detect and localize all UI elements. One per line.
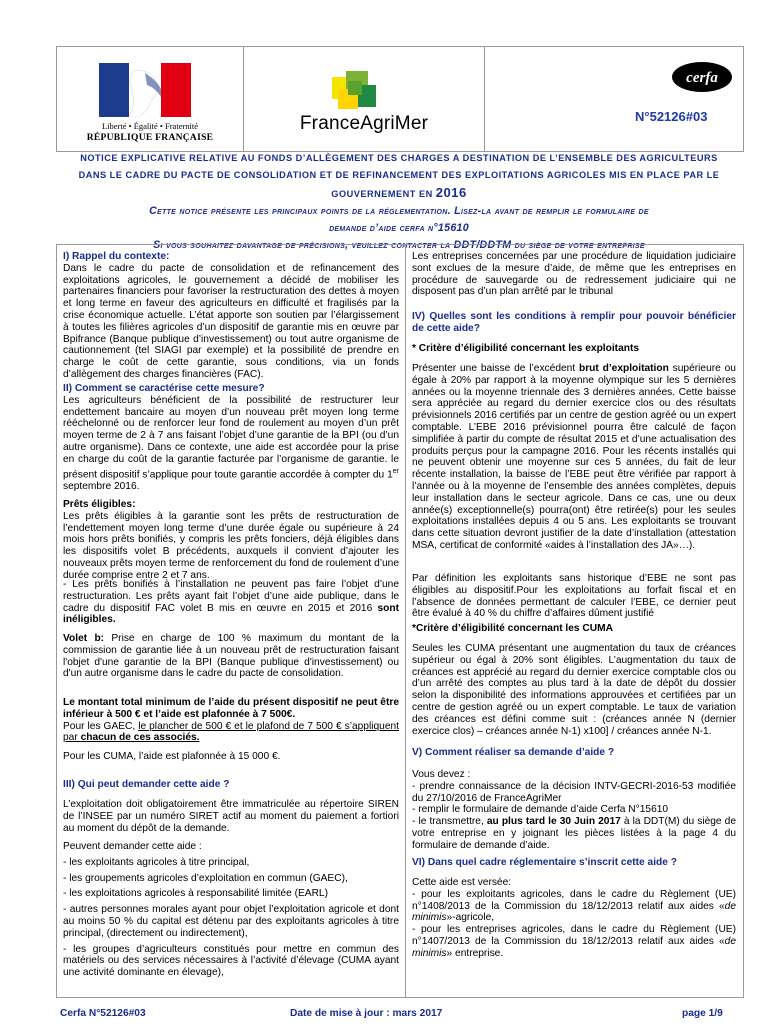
marianne-profile-icon	[99, 63, 191, 117]
section-2-heading: II) Comment se caractérise cette mesure?	[63, 383, 265, 394]
list-item: - les exploitants agricoles à titre principal,	[63, 856, 250, 868]
notice-body	[56, 244, 744, 998]
title-line-4: Cette notice présente les principaux points de la réglementation. Lisez-la avant de remplir le formulaire de	[149, 205, 649, 217]
franceagrimer-logo-cell	[244, 47, 485, 151]
title-line-5: demande d’aide cerfa n°15610	[329, 222, 469, 234]
header-table	[56, 46, 744, 152]
criterion-exploitants-heading: * Critère d’éligibilité concernant les exploitants	[412, 343, 640, 354]
aid-amount	[63, 697, 399, 744]
section-1-heading: I) Rappel du contexte:	[63, 251, 170, 262]
list-item: - autres personnes morales ayant pour objet l’exploitation agricole et dont au moins 50 % du capital est détenu par des exploitants agricoles à titre principal, (directement ou indirectement),	[63, 904, 399, 939]
section-2-body: Les agriculteurs bénéficient de la possibilité de restructurer leur endettement bancaire au moyen d’un nouveau prêt moyen long terme rééchelonné ou de renforcer leur fond de roulement au moyen d’un prêt moyen terme de 2 à 7 ans faisant l’objet d’une garantie de la BPI (ou d’un autre organisme). Dans ce contexte, une aide est accordée pour la prise en charge du coût de la garantie facturée par l’organisme de garantie. le présent dispositif s’applique pour toute garantie accordée à compter du 1er septembre 2016.	[63, 394, 399, 492]
section-5-heading: V) Comment réaliser sa demande d’aide ?	[412, 747, 615, 758]
section-1	[63, 251, 399, 381]
left-column	[57, 245, 406, 997]
notice-title	[56, 150, 742, 254]
cerfa-number: N°52126#03	[635, 109, 708, 124]
cerfa-logo	[671, 61, 733, 93]
criterion-exploitants-body: Présenter une baisse de l’excédent brut d’exploitation supérieure ou égale à 20% par rapport à la moyenne olympique sur les 5 dernières années ou la moyenne triennale des 3 dernières années. Cette baisse sera appréciée au regard du dernier exercice clos ou des résultats prévisionnels 2016 certifiés par un centre de gestion agréé ou un expert comptable. L’EBE 2016 prévisionnel pourra être calculé de façon simplifiée à partir du compte de résultat 2015 et d’une actualisation des produits perçus pour la campagne 2016. Pour les récents installés qui ne peuvent obtenir une moyenne sur ces 5 années, du fait de leur récente installation, la baisse de l’EBE peut être vérifiée par rapport à l’année ou à la moyenne de l’ensemble des années complètes, depuis leur installation dans le secteur agricole. Dans ce cas, une ou deux année(s) exceptionnelle(s) pourra(ont) être retirée(s) pour les seules exploitations installées depuis 4 ou 5 ans. Les exploitants se trouvant dans cette situation devront justifier de la date d’installation (attestation MSA, certificat de conformité «aides à l’installation des JA»…).	[412, 363, 736, 551]
marianne-logo	[99, 63, 191, 117]
eligible-loans-heading: Prêts éligibles:	[63, 499, 136, 510]
exclusion-text: Les entreprises concernées par une procédure de liquidation judiciaire sont exclues de la mesure d’aide, de même que les entreprises en procédure de sauvegarde ou de redressement judiciaire qui ne disposent pas d’un plan arrêté par le tribunal	[412, 251, 736, 298]
eligible-list	[63, 841, 399, 979]
aid-amount-bold: Le montant total minimum de l’aide du présent dispositif ne peut être inférieur à 500 € et l’aide est plafonnée à 7 500€.	[63, 697, 399, 720]
section-2	[63, 383, 399, 493]
criterion-definition: Par définition les exploitants sans historique d’EBE ne sont pas éligibles au dispositif.Pour les exploitations au forfait fiscal et en l’absence de données permettant de calculer l’EBE, ce dernier peut être évalué à 40 % du chiffre d’affaires dûment justifié	[412, 573, 736, 620]
section-4-heading: IV) Quelles sont les conditions à remplir pour pouvoir bénéficier de cette aide?	[412, 311, 736, 334]
title-line-1: NOTICE EXPLICATIVE RELATIVE AU FONDS D’ALLÈGEMENT DES CHARGES A DESTINATION DE L’ENSEMBLE DES AGRICULTEURS	[80, 153, 718, 163]
list-item: - les exploitations agricoles à responsabilité limitée (EARL)	[63, 888, 328, 900]
section-6-heading: VI) Dans quel cadre réglementaire s’inscrit cette aide ?	[412, 857, 677, 868]
title-line-6: Si vous souhaitez davantage de précisions, veuillez contacter la DDT/DDTM du siège de votre entreprise	[153, 239, 645, 251]
cerfa-logo-text: cerfa	[686, 70, 718, 86]
franceagrimer-logo-icon	[332, 71, 378, 111]
footer-update-date: Date de mise à jour : mars 2017	[290, 1008, 443, 1019]
section-3-heading: III) Qui peut demander cette aide ?	[63, 779, 230, 790]
section-1-body: Dans le cadre du pacte de consolidation et de refinancement des exploitations agricoles, le gouvernement a décidé de mobiliser les partenaires financiers pour favoriser la restructuration des dettes à moyen et long terme en faveur des agriculteurs en difficulté et fragilisés par la crise économique actuelle. L’état apporte son soutien par l’élargissement à toutes les filières agricoles d’un dispositif de garantie mis en œuvre par Bpifrance (Banque publique d’investissement) ou tout autre organisme de cautionnement (tel SIAGI par exemple) et la possibilité de prendre en charge le coût de cette garantie, sous conditions, via un fonds d’allègement des charges financières (FAC).	[63, 262, 399, 380]
subsidized-loans: - Les prêts bonifiés à l’installation ne peuvent pas faire l’objet d’une restructuration. Les prêts ayant fait l’objet d’une aide publique, dans le cadre du dispositif FAC volet B mis en œuvre en 2015 et 2016 sont inéligibles.	[63, 579, 399, 626]
republique-logo-cell	[57, 47, 244, 151]
cuma-rule: Pour les CUMA, l’aide est plafonnée à 15 000 €.	[63, 751, 281, 762]
eligible-list-intro: Peuvent demander cette aide :	[63, 841, 202, 852]
list-item: - les groupes d’agriculteurs constitués pour mettre en commun des matériels ou des services nécessaires à l’activité d’élevage (CUMA ayant une activité dominante en élevage),	[63, 943, 399, 979]
footer-cerfa-number: Cerfa N°52126#03	[60, 1008, 146, 1019]
agency-name: FranceAgriMer	[299, 113, 429, 134]
eligible-loans	[63, 499, 399, 582]
criterion-cuma-heading: *Critère d’éligibilité concernant les CUMA	[412, 623, 613, 634]
republique-text: RÉPUBLIQUE FRANÇAISE	[86, 133, 214, 143]
section-6-body: Cette aide est versée: - pour les exploitants agricoles, dans le cadre du Règlement (UE) n°1408/2013 de la Commission du 18/12/2013 relatif aux aides «de minimis»-agricole, - pour les entreprises agricoles, dans le cadre du Règlement (UE) n°1407/2013 de la Commission du 18/12/2013 relatif aux aides «de minimis» entreprise.	[412, 877, 736, 959]
title-line-2: DANS LE CADRE DU PACTE DE CONSOLIDATION ET DE REFINANCEMENT DES EXPLOITATIONS AGRICOLES MIS EN PLACE PAR LE	[78, 170, 720, 180]
title-line-3: GOUVERNEMENT EN 2016	[331, 185, 467, 200]
list-item: - les groupements agricoles d’exploitation en commun (GAEC),	[63, 872, 348, 884]
cerfa-cell	[485, 47, 743, 151]
eligible-loans-body: Les prêts éligibles à la garantie sont les prêts de restructuration de l’endettement moyen long terme d’une durée égale ou supérieure à 24 mois hors prêts bonifiés, y compris les prêts fonciers, déjà éligibles dans les dispositifs volet B précédents, auxquels il convient d’ajouter les nouveaux prêts moyen terme de renforcement du fond de roulement d’une durée comprise entre 2 et 7 ans.	[63, 510, 399, 581]
right-column	[406, 245, 743, 997]
section-3	[63, 779, 399, 791]
devise-text: Liberté • Égalité • Fraternité	[101, 121, 199, 131]
footer-page-number: page 1/9	[682, 1008, 723, 1019]
section-3-body: L’exploitation doit obligatoirement être immatriculée au répertoire SIREN de l’INSEE par un numéro SIRET actif au moment du paiement a fortiori au moment du dépôt de la demande.	[63, 799, 399, 834]
criterion-cuma-body: Seules les CUMA présentant une augmentation du taux de créances supérieur ou égal à 20% sont éligibles. L’augmentation du taux de créances est apprécié au regard du dernier exercice comptable clos ou d’un arrêté des comptes au plus tard à la date de dépôt du dossier selon la disponibilité des informations approuvées et certifiées par un centre de gestion agréé ou un expert comptable. Le taux de variation des créances est défini comme suit : (créances année N (dernier exercice clos) – créances année N-1) x100] / créances année N-1.	[412, 643, 736, 737]
section-5-body: Vous devez : - prendre connaissance de la décision INTV-GECRI-2016-53 modifiée du 27/10/2016 de FranceAgriMer - remplir le formulaire de demande d’aide Cerfa N°15610 - le transmettre, au plus tard le 30 Juin 2017 à la DDT(M) du siège de votre entreprise en y joignant les pièces listées à la page 4 du formulaire de demande d’aide.	[412, 769, 736, 851]
volet-b: Volet b: Prise en charge de 100 % maximum du montant de la commission de garantie liée à un nouveau prêt de restructuration faisant l'objet d'une garantie de la BPI (Banque publique d'investissement) ou d'un autre organisme dans le cadre du pacte de consolidation.	[63, 633, 399, 680]
gaec-rule: Pour les GAEC, le plancher de 500 € et le plafond de 7 500 € s’appliquent par chacun de ces associés.	[63, 720, 399, 744]
